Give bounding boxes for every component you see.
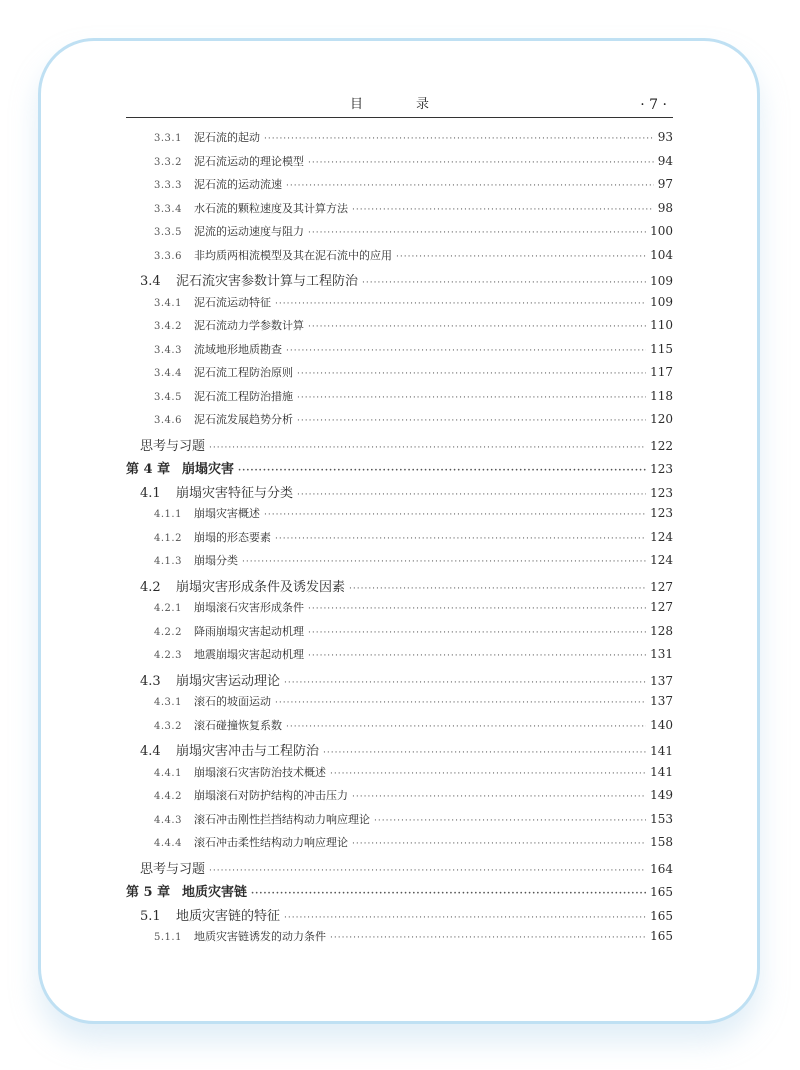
toc-leader-dots xyxy=(209,443,646,453)
toc-entry-number: 4.4.2 xyxy=(154,791,182,802)
toc-leader-dots xyxy=(297,393,646,403)
toc-leader-dots xyxy=(330,769,646,779)
toc-entry-number: 3.4.1 xyxy=(154,297,182,309)
toc-entry-title: 地质灾害链 xyxy=(182,885,248,900)
page-header xyxy=(126,95,673,118)
toc-entry-page: 117 xyxy=(650,365,673,379)
toc-entry-title: 滚石的坡面运动 xyxy=(194,695,271,708)
toc-entry-number: 3.4 xyxy=(140,274,161,289)
toc-entry-number: 5.1.1 xyxy=(154,932,182,943)
toc-entry-number: 4.4 xyxy=(140,744,161,759)
toc-leader-dots xyxy=(308,322,646,332)
toc-subsection[interactable] xyxy=(126,552,673,576)
toc-leader-dots xyxy=(330,933,646,943)
toc-entry-page: 128 xyxy=(650,623,673,638)
toc-leader-dots xyxy=(297,416,646,426)
toc-entry-title: 地质灾害链的特征 xyxy=(176,908,281,924)
toc-section[interactable] xyxy=(126,482,673,506)
toc-entry-page: 109 xyxy=(650,294,673,309)
toc-entry-page: 165 xyxy=(650,908,673,923)
toc-entry-number: 3.3.3 xyxy=(154,180,182,191)
toc-entry-number: 4.4.3 xyxy=(154,814,182,826)
toc-subsection[interactable] xyxy=(126,764,673,788)
toc-subsection[interactable] xyxy=(126,599,673,623)
toc-subsection[interactable] xyxy=(126,717,673,741)
toc-entry-number: 3.4.5 xyxy=(154,391,182,403)
toc-entry-page: 94 xyxy=(657,153,673,168)
toc-leader-dots xyxy=(242,557,646,567)
toc-entry-number: 4.2.3 xyxy=(154,650,182,661)
toc-entry-page: 123 xyxy=(650,462,673,476)
toc-subsection[interactable] xyxy=(126,247,673,271)
toc-entry-page: 115 xyxy=(650,341,673,356)
toc-leader-dots xyxy=(275,299,646,309)
toc-subsection[interactable] xyxy=(126,646,673,670)
toc-leader-dots xyxy=(308,228,646,238)
toc-entry-page: 98 xyxy=(657,200,673,215)
toc-subsection[interactable] xyxy=(126,341,673,365)
toc-leader-dots xyxy=(308,604,646,614)
toc-entry-number: 4.1.3 xyxy=(154,556,182,567)
toc-subsection[interactable] xyxy=(126,693,673,717)
toc-entry-number: 4.3.2 xyxy=(154,720,182,732)
toc-entry-number: 3.4.4 xyxy=(154,368,182,379)
toc-entry-page: 158 xyxy=(650,835,673,849)
toc-subsection[interactable] xyxy=(126,411,673,435)
toc-subsection[interactable] xyxy=(126,153,673,177)
toc-entry-page: 165 xyxy=(650,929,673,943)
toc-leader-dots xyxy=(251,889,646,899)
toc-entry-number: 4.4.1 xyxy=(154,767,182,779)
toc-entry-page: 118 xyxy=(650,388,673,403)
toc-entry-number: 4.1 xyxy=(140,485,161,501)
toc-subsection[interactable] xyxy=(126,200,673,224)
toc-entry-number: 第 4 章 xyxy=(126,462,171,477)
toc-leader-dots xyxy=(275,534,646,544)
toc-entry-number: 3.4.3 xyxy=(154,344,182,356)
toc-subsection[interactable] xyxy=(126,317,673,341)
toc-entry-title: 泥石流运动特征 xyxy=(194,295,271,309)
toc-entry-title: 地震崩塌灾害起动机理 xyxy=(194,648,304,661)
toc-entry-page: 110 xyxy=(650,318,673,332)
toc-entry-title: 崩塌灾害概述 xyxy=(194,507,260,520)
toc-entry-title: 崩塌滚石对防护结构的冲击压力 xyxy=(194,789,348,802)
toc-entry-title: 水石流的颗粒速度及其计算方法 xyxy=(194,201,348,215)
toc-entry-title: 崩塌灾害运动理论 xyxy=(176,673,281,689)
toc-leader-dots xyxy=(275,698,646,708)
toc-entry-number: 4.3 xyxy=(140,673,161,689)
toc-entry-title: 崩塌灾害冲击与工程防治 xyxy=(176,744,320,759)
toc-entry-number: 4.1.2 xyxy=(154,532,182,544)
toc-leader-dots xyxy=(362,278,646,288)
header-page-number: · 7 · xyxy=(640,97,667,113)
toc-subsection[interactable] xyxy=(126,505,673,529)
toc-entry-number: 3.4.2 xyxy=(154,321,182,332)
toc-entry-page: 97 xyxy=(657,177,673,191)
toc-leader-dots xyxy=(349,584,646,594)
toc-entry-page: 137 xyxy=(650,673,673,688)
toc-entry-page: 140 xyxy=(650,717,673,732)
toc-entry-page: 153 xyxy=(650,811,673,826)
toc-entry-page: 164 xyxy=(650,861,673,876)
toc-entry-page: 127 xyxy=(650,579,673,594)
toc-subsection[interactable] xyxy=(126,176,673,200)
toc-entry-page: 141 xyxy=(650,764,673,779)
toc-subsection[interactable] xyxy=(126,623,673,647)
toc-entry-page: 165 xyxy=(650,885,673,899)
toc-leader-dots xyxy=(286,722,646,732)
toc-entry-page: 137 xyxy=(650,694,673,708)
toc-entry-title: 滚石冲击刚性拦挡结构动力响应理论 xyxy=(194,812,370,826)
toc-entry-number: 4.2.1 xyxy=(154,603,182,614)
toc-entry-number: 3.4.6 xyxy=(154,415,182,426)
toc-entry-title: 崩塌滚石灾害形成条件 xyxy=(194,601,304,614)
toc-entry-page: 127 xyxy=(650,600,673,614)
toc-entry-number: 3.3.4 xyxy=(154,203,182,215)
toc-leader-dots xyxy=(352,792,646,802)
toc-entry-title: 泥石流工程防治措施 xyxy=(194,389,293,403)
toc-entry-number: 4.2 xyxy=(140,579,161,595)
toc-entry-title: 崩塌灾害特征与分类 xyxy=(176,485,294,501)
toc-entry-number: 5.1 xyxy=(140,908,161,924)
toc-entry-title: 泥石流运动的理论模型 xyxy=(194,154,304,168)
toc-leader-dots xyxy=(323,748,646,758)
toc-entry-title: 泥流的运动速度与阻力 xyxy=(194,225,304,238)
toc-subsection[interactable] xyxy=(126,129,673,153)
toc-leader-dots xyxy=(308,628,646,638)
toc-subsection[interactable] xyxy=(126,388,673,412)
toc-subsection[interactable] xyxy=(126,294,673,318)
toc-entry-page: 131 xyxy=(650,647,673,661)
toc-entry-title: 降雨崩塌灾害起动机理 xyxy=(194,624,304,638)
toc-entry-number: 4.3.1 xyxy=(154,697,182,708)
toc-entry-number: 4.2.2 xyxy=(154,626,182,638)
toc-leader-dots xyxy=(396,252,646,262)
toc-entry-title: 崩塌分类 xyxy=(194,554,238,567)
toc-entry-title: 思考与习题 xyxy=(140,861,206,877)
toc-entry-page: 93 xyxy=(657,130,673,144)
toc-entry-title: 泥石流工程防治原则 xyxy=(194,366,293,379)
toc-leader-dots xyxy=(297,369,646,379)
toc-leader-dots xyxy=(284,913,646,923)
toc-entry-title: 泥石流的起动 xyxy=(194,131,260,144)
toc-exercises[interactable] xyxy=(126,435,673,459)
toc-subsection[interactable] xyxy=(126,787,673,811)
toc-entry-title: 泥石流动力学参数计算 xyxy=(194,319,304,332)
toc-entry-title: 泥石流灾害参数计算与工程防治 xyxy=(176,274,359,289)
toc-subsection[interactable] xyxy=(126,223,673,247)
toc-entry-number: 3.3.2 xyxy=(154,156,182,168)
toc-entry-number: 3.3.6 xyxy=(154,250,182,262)
toc-entry-page: 123 xyxy=(650,506,673,520)
toc-entry-number: 4.1.1 xyxy=(154,509,182,520)
toc-entry-title: 崩塌的形态要素 xyxy=(194,530,271,544)
toc-leader-dots xyxy=(352,839,646,849)
toc-subsection[interactable] xyxy=(126,834,673,858)
toc-entry-page: 149 xyxy=(650,788,673,802)
toc-leader-dots xyxy=(209,866,646,876)
toc-entry-page: 109 xyxy=(650,274,673,288)
toc-entry-page: 124 xyxy=(650,553,673,567)
toc-entry-number: 3.3.5 xyxy=(154,227,182,238)
toc-entry-title: 崩塌灾害 xyxy=(182,462,235,477)
toc-leader-dots xyxy=(374,816,646,826)
toc-entry-title: 非均质两相流模型及其在泥石流中的应用 xyxy=(194,248,392,262)
toc-leader-dots xyxy=(286,346,646,356)
toc-leader-dots xyxy=(238,466,646,476)
toc-chapter[interactable] xyxy=(126,458,673,482)
toc-leader-dots xyxy=(297,490,646,500)
table-of-contents xyxy=(126,129,673,952)
toc-entry-page: 100 xyxy=(650,224,673,238)
toc-entry-title: 地质灾害链诱发的动力条件 xyxy=(194,930,326,943)
toc-entry-title: 思考与习题 xyxy=(140,438,206,454)
toc-entry-title: 滚石冲击柔性结构动力响应理论 xyxy=(194,836,348,849)
toc-leader-dots xyxy=(286,181,654,191)
header-title: 目 录 xyxy=(349,97,449,112)
toc-leader-dots xyxy=(352,205,654,215)
toc-entry-page: 120 xyxy=(650,412,673,426)
toc-entry-title: 泥石流发展趋势分析 xyxy=(194,413,293,426)
toc-entry-page: 104 xyxy=(650,247,673,262)
toc-leader-dots xyxy=(308,651,646,661)
toc-leader-dots xyxy=(308,158,654,168)
toc-subsection[interactable] xyxy=(126,529,673,553)
toc-section[interactable] xyxy=(126,905,673,929)
toc-entry-page: 141 xyxy=(650,744,673,758)
toc-entry-title: 流域地形地质勘查 xyxy=(194,342,282,356)
toc-entry-title: 泥石流的运动流速 xyxy=(194,178,282,191)
toc-exercises[interactable] xyxy=(126,858,673,882)
toc-entry-page: 122 xyxy=(650,438,673,453)
toc-entry-title: 滚石碰撞恢复系数 xyxy=(194,718,282,732)
toc-entry-number: 4.4.4 xyxy=(154,838,182,849)
toc-entry-title: 崩塌滚石灾害防治技术概述 xyxy=(194,765,326,779)
toc-entry-title: 崩塌灾害形成条件及诱发因素 xyxy=(176,579,346,595)
toc-entry-page: 123 xyxy=(650,485,673,500)
toc-subsection[interactable] xyxy=(126,364,673,388)
toc-leader-dots xyxy=(264,510,646,520)
toc-leader-dots xyxy=(264,134,654,144)
toc-section[interactable] xyxy=(126,670,673,694)
toc-section[interactable] xyxy=(126,576,673,600)
toc-subsection[interactable] xyxy=(126,811,673,835)
toc-section[interactable] xyxy=(126,740,673,764)
toc-entry-page: 124 xyxy=(650,529,673,544)
toc-chapter[interactable] xyxy=(126,881,673,905)
toc-leader-dots xyxy=(284,678,646,688)
toc-subsection[interactable] xyxy=(126,928,673,952)
toc-entry-number: 第 5 章 xyxy=(126,885,171,900)
toc-section[interactable] xyxy=(126,270,673,294)
toc-entry-number: 3.3.1 xyxy=(154,133,182,144)
